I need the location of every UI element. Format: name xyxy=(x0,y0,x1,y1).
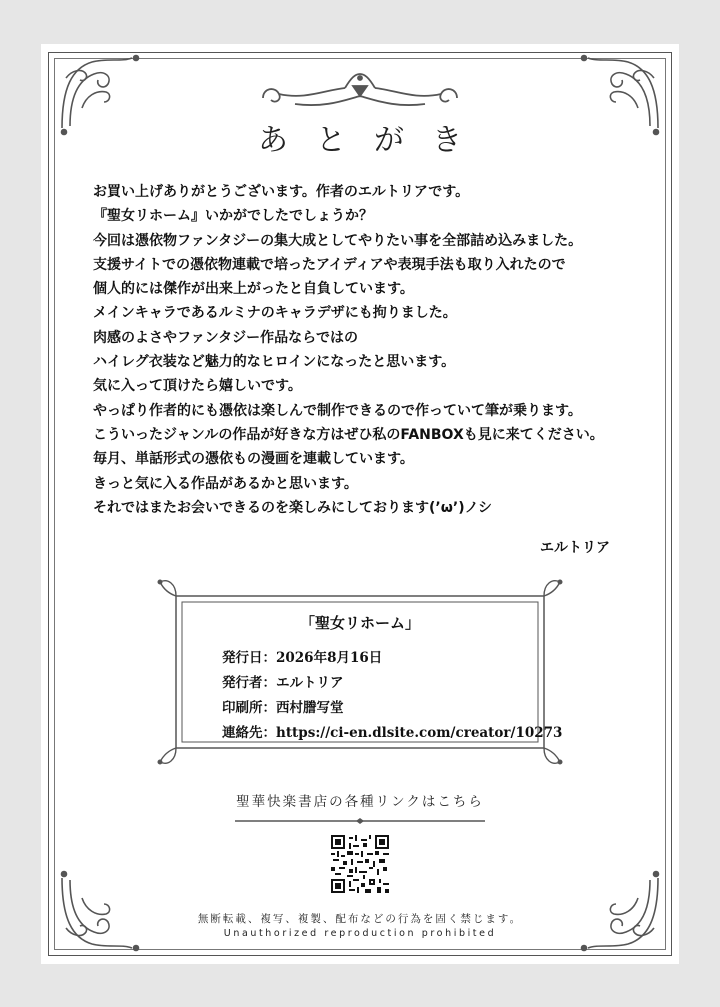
contact-url: https://ci-en.dlsite.com/creator/10273 xyxy=(276,725,563,741)
colophon-value: 2026年8月16日 xyxy=(276,650,383,666)
body-line: やっぱり作者的にも憑依は楽しんで制作できるので作っていて筆が乗ります。 xyxy=(93,402,582,419)
caption-underline xyxy=(235,810,485,818)
colophon-title: 「聖女リホーム」 xyxy=(299,614,420,632)
colophon-label: 連絡先： xyxy=(222,725,276,741)
colophon-row-printer xyxy=(222,696,542,721)
page-title: あとがき xyxy=(258,123,490,158)
body-line: 今回は憑依物ファンタジーの集大成としてやりたい事を全部詰め込みました。 xyxy=(93,232,583,249)
colophon-details xyxy=(222,646,563,746)
body-line: こういったジャンルの作品が好きな方はぜひ私のFANBOXも見に来てください。 xyxy=(93,426,604,443)
colophon-label: 印刷所： xyxy=(222,700,276,716)
body-line: きっと気に入る作品があるかと思います。 xyxy=(93,475,358,492)
afterword-body xyxy=(93,180,653,520)
colophon-box xyxy=(156,574,564,770)
body-line: 毎月、単話形式の憑依もの漫画を連載しています。 xyxy=(93,451,414,468)
body-line: メインキャラであるルミナのキャラデザにも拘りました。 xyxy=(93,305,457,322)
body-line: 肉感のよさやファンタジー作品ならではの xyxy=(93,329,359,346)
body-line: 『聖女リホーム』いかがでしたでしょうか？ xyxy=(93,208,373,225)
body-line: 個人的には傑作が出来上がったと自負しています。 xyxy=(93,281,414,298)
body-line: 支援サイトでの憑依物連載で培ったアイディアや表現手法も取り入れたので xyxy=(93,256,566,273)
colophon-label: 発行日： xyxy=(222,650,276,666)
colophon-value: エルトリア xyxy=(276,675,344,691)
links-caption: 聖華快楽書店の各種リンクはこちら xyxy=(236,794,484,810)
colophon-row-publisher xyxy=(222,671,542,696)
colophon-value: 西村謄写堂 xyxy=(276,700,344,716)
body-line: ハイレグ衣装など魅力的なヒロインになったと思います。 xyxy=(93,354,456,371)
copyright-notice-en: Unauthorized reproduction prohibited xyxy=(223,928,497,939)
colophon-label: 発行者： xyxy=(222,675,276,691)
author-signature: エルトリア xyxy=(540,540,610,556)
qr-code[interactable] xyxy=(331,835,389,893)
body-line: それではまたお会いできるのを楽しみにしております(’ω’)ノシ xyxy=(93,499,493,516)
body-line: お買い上げありがとうございます。作者のエルトリアです。 xyxy=(93,184,470,200)
copyright-notice-jp: 無断転載、複写、複製、配布などの行為を固く禁じます。 xyxy=(197,913,523,925)
colophon-row-contact xyxy=(222,721,563,746)
header-flourish xyxy=(255,70,465,114)
body-line: 気に入って頂けたら嬉しいです。 xyxy=(93,378,302,395)
colophon-row-date xyxy=(222,646,542,671)
